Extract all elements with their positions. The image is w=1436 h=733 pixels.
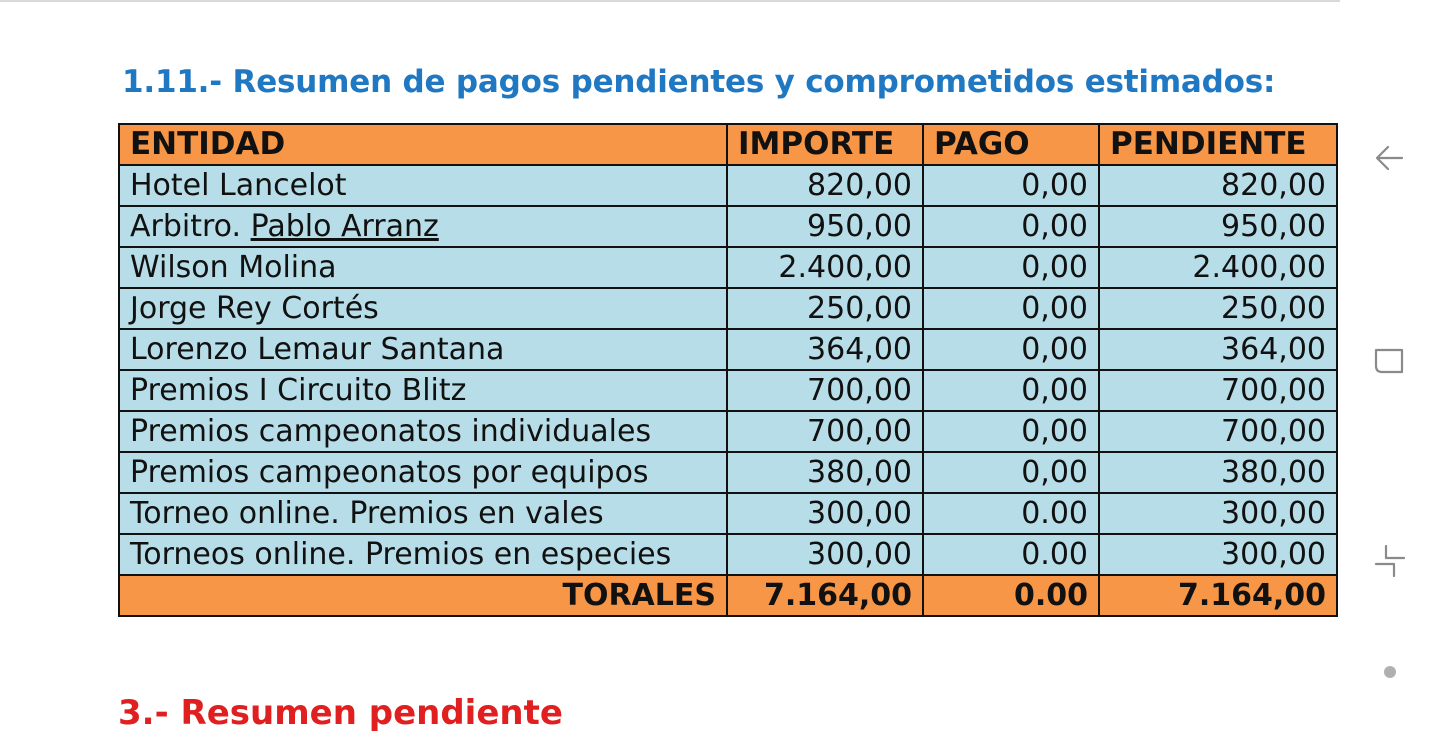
table-row [119, 288, 1337, 329]
total-pending: 7.164,00 [1099, 575, 1337, 616]
paid-cell: 0.00 [923, 493, 1099, 534]
total-amount: 7.164,00 [727, 575, 923, 616]
amount-cell: 2.400,00 [727, 247, 923, 288]
amount-cell: 250,00 [727, 288, 923, 329]
entity-cell: Torneos online. Premios en especies [119, 534, 727, 575]
pending-cell: 820,00 [1099, 165, 1337, 206]
entity-name-link[interactable]: Pablo Arranz [250, 209, 439, 244]
navigation-bar [1360, 120, 1420, 700]
payments-summary-table [118, 123, 1338, 617]
section-title: 1.11.- Resumen de pagos pendientes y comprometidos estimados: [122, 64, 1276, 100]
paid-cell: 0,00 [923, 452, 1099, 493]
table-row [119, 452, 1337, 493]
entity-cell [119, 206, 727, 247]
paid-cell: 0,00 [923, 206, 1099, 247]
paid-cell: 0,00 [923, 370, 1099, 411]
amount-cell: 950,00 [727, 206, 923, 247]
entity-cell: Hotel Lancelot [119, 165, 727, 206]
header-pendiente: PENDIENTE [1099, 124, 1337, 165]
amount-cell: 364,00 [727, 329, 923, 370]
amount-cell: 700,00 [727, 370, 923, 411]
amount-cell: 700,00 [727, 411, 923, 452]
table-header-row [119, 124, 1337, 165]
split-screen-icon[interactable] [1360, 540, 1420, 580]
total-paid: 0.00 [923, 575, 1099, 616]
entity-cell: Lorenzo Lemaur Santana [119, 329, 727, 370]
entity-cell: Premios I Circuito Blitz [119, 370, 727, 411]
paid-cell: 0,00 [923, 247, 1099, 288]
back-icon[interactable] [1360, 138, 1420, 178]
header-entidad: ENTIDAD [119, 124, 727, 165]
entity-cell: Jorge Rey Cortés [119, 288, 727, 329]
table-row [119, 534, 1337, 575]
entity-cell: Premios campeonatos por equipos [119, 452, 727, 493]
header-importe: IMPORTE [727, 124, 923, 165]
amount-cell: 300,00 [727, 534, 923, 575]
pending-cell: 380,00 [1099, 452, 1337, 493]
table-row [119, 165, 1337, 206]
pending-cell: 250,00 [1099, 288, 1337, 329]
next-section-title: 3.- Resumen pendiente [118, 693, 563, 733]
table-row [119, 493, 1337, 534]
next-section-heading [118, 693, 563, 733]
pending-cell: 300,00 [1099, 493, 1337, 534]
pending-cell: 700,00 [1099, 411, 1337, 452]
paid-cell: 0,00 [923, 411, 1099, 452]
home-dot-icon[interactable] [1360, 652, 1420, 692]
amount-cell: 380,00 [727, 452, 923, 493]
entity-cell: Torneo online. Premios en vales [119, 493, 727, 534]
paid-cell: 0,00 [923, 288, 1099, 329]
table-row [119, 411, 1337, 452]
entity-cell: Premios campeonatos individuales [119, 411, 727, 452]
table-row [119, 370, 1337, 411]
amount-cell: 300,00 [727, 493, 923, 534]
total-label: TORALES [119, 575, 727, 616]
amount-cell: 820,00 [727, 165, 923, 206]
header-pago: PAGO [923, 124, 1099, 165]
pending-cell: 300,00 [1099, 534, 1337, 575]
paid-cell: 0,00 [923, 329, 1099, 370]
paid-cell: 0.00 [923, 534, 1099, 575]
pending-cell: 364,00 [1099, 329, 1337, 370]
pending-cell: 950,00 [1099, 206, 1337, 247]
entity-prefix: Arbitro. [130, 209, 251, 244]
top-divider [0, 0, 1340, 2]
pending-cell: 2.400,00 [1099, 247, 1337, 288]
table-row [119, 329, 1337, 370]
recent-apps-icon[interactable] [1360, 340, 1420, 380]
entity-cell: Wilson Molina [119, 247, 727, 288]
table-row [119, 206, 1337, 247]
total-row [119, 575, 1337, 616]
pending-cell: 700,00 [1099, 370, 1337, 411]
paid-cell: 0,00 [923, 165, 1099, 206]
table-row [119, 247, 1337, 288]
